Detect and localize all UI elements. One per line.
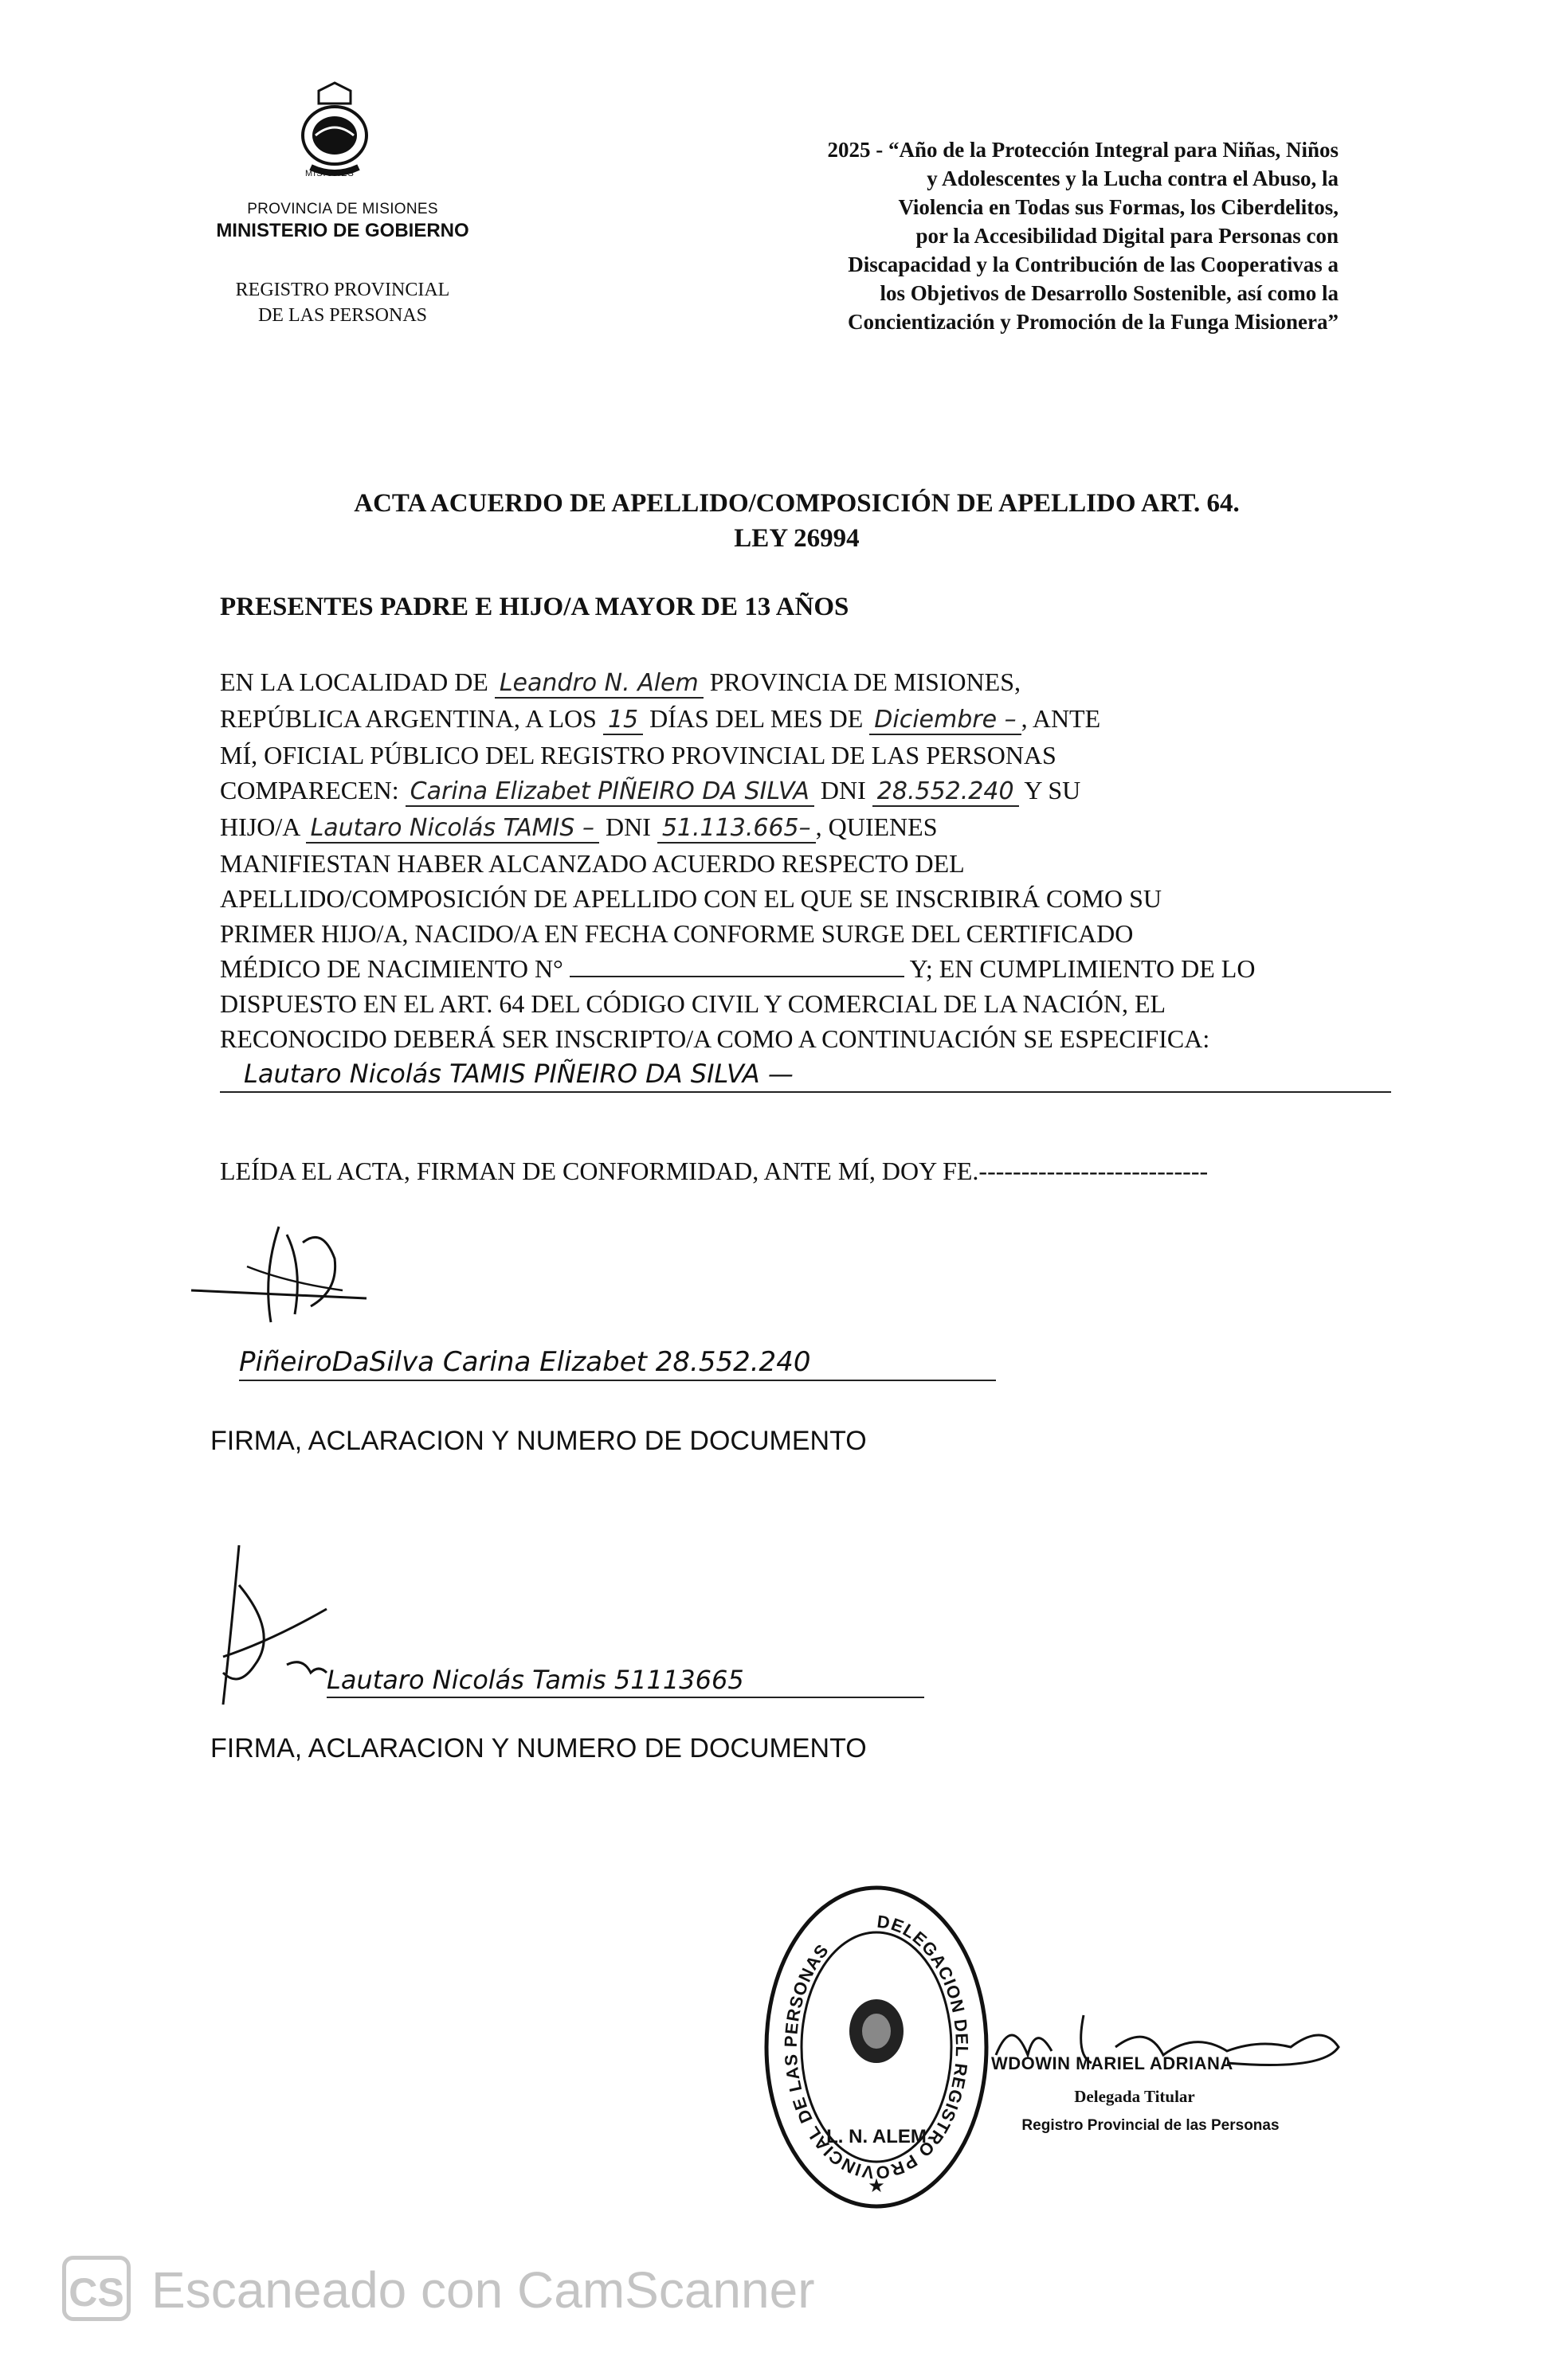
act-body xyxy=(220,664,1367,1093)
body-line: DISPUESTO EN EL ART. 64 DEL CÓDIGO CIVIL Y COMERCIAL DE LA NACIÓN, EL xyxy=(220,989,1166,1018)
body-line: MÉDICO DE NACIMIENTO N° Y; EN CUMPLIMIENTO DE LO xyxy=(220,951,1367,986)
official-organization: Registro Provincial de las Personas xyxy=(1021,2117,1280,2134)
signature-1-label: FIRMA, ACLARACION Y NUMERO DE DOCUMENTO xyxy=(210,1426,867,1456)
signature-1-clarification: PiñeiroDaSilva Carina Elizabet 28.552.240 xyxy=(239,1346,996,1381)
month-field: Diciembre – xyxy=(869,706,1021,735)
body-line: PRIMER HIJO/A, NACIDO/A EN FECHA CONFORME SURGE DEL CERTIFICADO xyxy=(220,919,1134,948)
parent-dni-field: 28.552.240 xyxy=(872,777,1019,807)
official-name: WDOWIN MARIEL ADRIANA xyxy=(991,2053,1233,2073)
svg-text:★: ★ xyxy=(868,2176,885,2197)
official-stamp xyxy=(757,1880,996,2214)
body-line: REPÚBLICA ARGENTINA, A LOS 15 DÍAS DEL MES DE Diciembre – , ANTE xyxy=(220,704,1101,734)
body-line: HIJO/A Lautaro Nicolás TAMIS – DNI 51.113.665– , QUIENES xyxy=(220,812,938,842)
child-name-field: Lautaro Nicolás TAMIS – xyxy=(306,814,599,844)
document-title: ACTA ACUERDO DE APELLIDO/COMPOSICIÓN DE APELLIDO ART. 64. LEY 26994 xyxy=(354,489,1240,553)
certificate-number-blank xyxy=(570,952,904,977)
registered-name-field: Lautaro Nicolás TAMIS PIÑEIRO DA SILVA — xyxy=(220,1056,1391,1093)
signature-1-graphic xyxy=(183,1211,390,1330)
province-name: PROVINCIA DE MISIONES xyxy=(247,201,438,217)
camscanner-logo-icon: CS xyxy=(62,2256,131,2321)
year-motto: 2025 - “Año de la Protección Integral para Niñas, Niños y Adolescentes y la Lucha contra el Abuso, la Violencia en Todas sus Formas, los Ciberdelitos, por la Accesibilidad Digital para Personas con Discapacidad y la Contribución de las Cooperativas a los Objetivos de Desarrollo Sostenible, así como la Concientización y Promoción de la Funga Misionera” xyxy=(827,138,1339,334)
body-line: APELLIDO/COMPOSICIÓN DE APELLIDO CON EL QUE SE INSCRIBIRÁ COMO SU xyxy=(220,884,1162,913)
day-field: 15 xyxy=(603,706,643,735)
body-line: COMPARECEN: Carina Elizabet PIÑEIRO DA SILVA DNI 28.552.240 Y SU xyxy=(220,776,1081,805)
registry-name: REGISTRO PROVINCIAL DE LAS PERSONAS xyxy=(235,280,450,326)
stamp-center-text: L. N. ALEM xyxy=(826,2126,927,2147)
ministry-name: MINISTERIO DE GOBIERNO xyxy=(216,220,469,241)
body-line: MANIFIESTAN HABER ALCANZADO ACUERDO RESPECTO DEL xyxy=(220,849,965,878)
official-role: Delegada Titular xyxy=(1074,2087,1195,2106)
camscanner-watermark: Escaneado con CamScanner xyxy=(151,2261,815,2319)
provincial-emblem xyxy=(287,80,382,183)
body-line: MÍ, OFICIAL PÚBLICO DEL REGISTRO PROVINCIAL DE LAS PERSONAS xyxy=(220,741,1056,769)
stamp-ring-text: DELEGACION DEL REGISTRO PROVINCIAL DE LAS PERSONAS xyxy=(780,1911,973,2183)
parent-name-field: Carina Elizabet PIÑEIRO DA SILVA xyxy=(406,777,814,807)
body-line: EN LA LOCALIDAD DE Leandro N. Alem PROVINCIA DE MISIONES, xyxy=(220,667,1021,697)
closing-statement: LEÍDA EL ACTA, FIRMAN DE CONFORMIDAD, ANTE MÍ, DOY FE.--------------------------- xyxy=(220,1157,1209,1185)
locality-field: Leandro N. Alem xyxy=(495,669,704,699)
document-subtitle: PRESENTES PADRE E HIJO/A MAYOR DE 13 AÑOS xyxy=(220,593,849,621)
signature-2-label: FIRMA, ACLARACION Y NUMERO DE DOCUMENTO xyxy=(210,1733,867,1763)
signature-2-clarification: Lautaro Nicolás Tamis 51113665 xyxy=(327,1665,924,1698)
emblem-label: MISIONES xyxy=(305,169,355,178)
body-line: RECONOCIDO DEBERÁ SER INSCRIPTO/A COMO A CONTINUACIÓN SE ESPECIFICA: xyxy=(220,1024,1210,1053)
child-dni-field: 51.113.665– xyxy=(657,814,816,844)
